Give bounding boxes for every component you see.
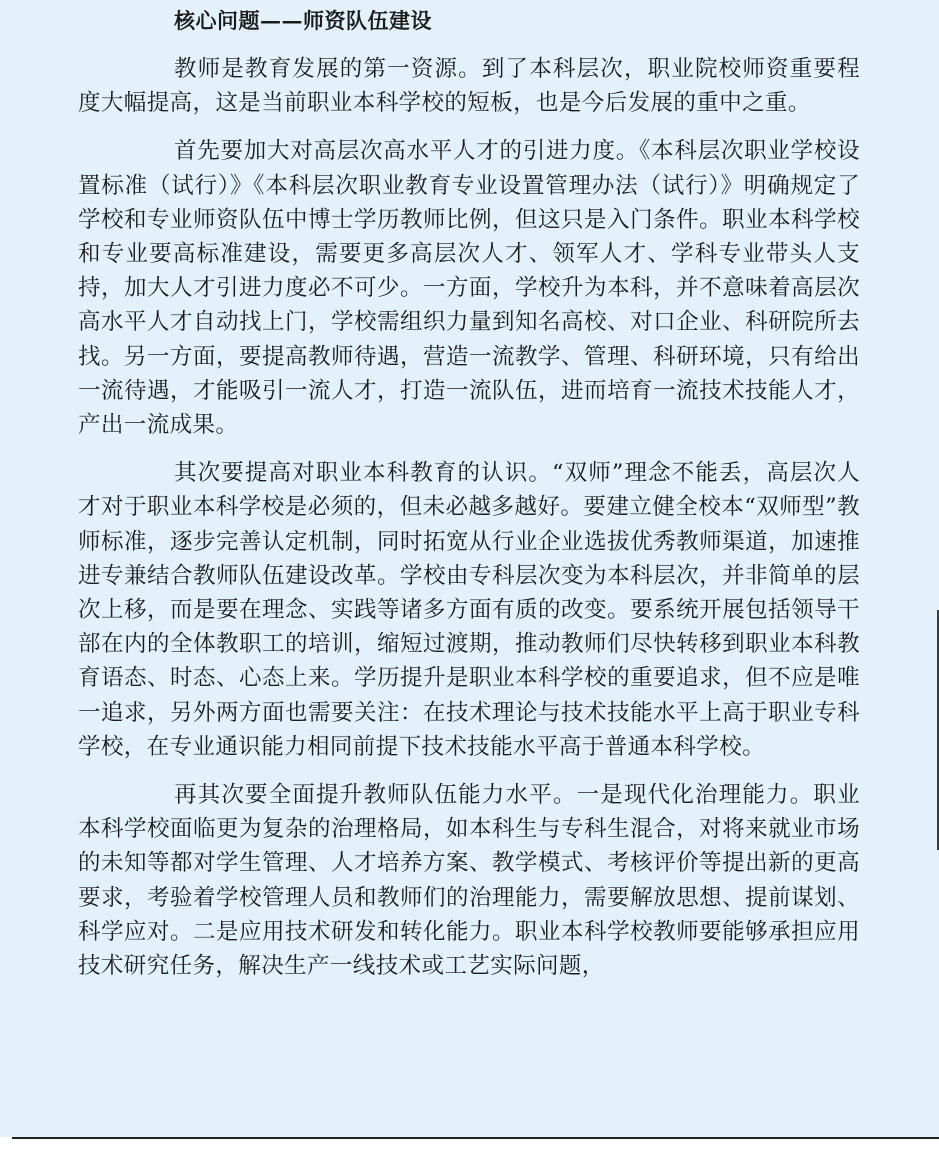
paragraph-4: 再其次要全面提升教师队伍能力水平。一是现代化治理能力。职业本科学校面临更为复杂的治理格局，如本科生与专科生混合，对将来就业市场的未知等都对学生管理、人才培养方案、教学模式、考核评价等提出新的更高要求，考验着学校管理人员和教师们的治理能力，需要解放思想、提前谋划、科学应对。二是应用技术研发和转化能力。职业本科学校教师要能够承担应用技术研究任务，解决生产一线技术或工艺实际问题， bbox=[78, 782, 860, 980]
article-body bbox=[78, 0, 860, 997]
paragraph-2: 首先要加大对高层次高水平人才的引进力度。《本科层次职业学校设置标准（试行）》《本科层次职业教育专业设置管理办法（试行）》明确规定了学校和专业师资队伍中博士学历教师比例，但这只是入门条件。职业本科学校和专业要高标准建设，需要更多高层次人才、领军人才、学科专业带头人支持，加大人才引进力度必不可少。一方面，学校升为本科，并不意味着高层次高水平人才自动找上门，学校需组织力量到知名高校、对口企业、科研院所去找。另一方面，要提高教师待遇，营造一流教学、管理、科研环境，只有给出一流待遇，才能吸引一流人才，打造一流队伍，进而培育一流技术技能人才，产出一流成果。 bbox=[78, 138, 860, 439]
paragraph-3: 其次要提高对职业本科教育的认识。“双师”理念不能丢，高层次人才对于职业本科学校是必须的，但未必越多越好。要建立健全校本“双师型”教师标准，逐步完善认定机制，同时拓宽从行业企业选拔优秀教师渠道，加速推进专兼结合教师队伍建设改革。学校由专科层次变为本科层次，并非简单的层次上移，而是要在理念、实践等诸多方面有质的改变。要系统开展包括领导干部在内的全体教职工的培训，缩短过渡期，推动教师们尽快转移到职业本科教育语态、时态、心态上来。学历提升是职业本科学校的重要追求，但不应是唯一追求，另外两方面也需要关注：在技术理论与技术技能水平上高于职业专科学校，在专业通识能力相同前提下技术技能水平高于普通本科学校。 bbox=[78, 460, 860, 760]
section-heading: 核心问题——师资队伍建设 bbox=[174, 8, 432, 33]
paragraph-1: 教师是教育发展的第一资源。到了本科层次，职业院校师资重要程度大幅提高，这是当前职业本科学校的短板，也是今后发展的重中之重。 bbox=[78, 56, 860, 117]
bottom-divider bbox=[12, 1137, 939, 1139]
